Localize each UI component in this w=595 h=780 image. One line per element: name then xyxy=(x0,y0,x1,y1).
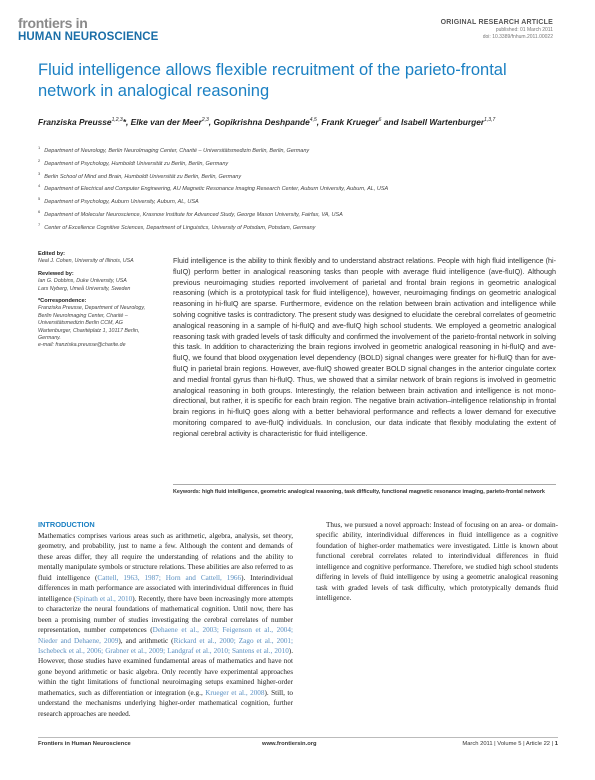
affiliations xyxy=(38,143,558,233)
intro-paragraph-1 xyxy=(38,531,293,719)
page-number: 1 xyxy=(554,741,558,747)
body-column-left xyxy=(38,520,293,719)
affiliation-text: Department of Psychology, Auburn University, Auburn, AL, USA xyxy=(44,199,199,206)
author-separator: , xyxy=(316,116,322,127)
affiliation-text: Department of Molecular Neuroscience, Krasnow Institute for Advanced Study, George Mason University, Fairfax, VA, USA xyxy=(44,211,343,218)
text-run: ). Still, to understand the mechanisms underlying higher-order mathematical cognition, further research approaches are needed. xyxy=(38,688,293,718)
affiliation-text: Berlin School of Mind and Brain, Humboldt Universität zu Berlin, Berlin, Germany xyxy=(44,173,242,180)
affiliation-item xyxy=(38,220,558,233)
author-affil-sup: 6 xyxy=(378,117,382,123)
footer-issue xyxy=(462,741,558,747)
author-name[interactable]: Gopikrishna Deshpande xyxy=(213,116,310,127)
correspondence-address: Franziska Preusse, Department of Neurology, Berlin NeuroImaging Center, Charité – Universitätsmedizin Berlin CCM, AG Wartenburger, Charitéplatz 1, 10117 Berlin, Germany. xyxy=(38,305,146,342)
affiliation-item xyxy=(38,143,558,156)
author-separator: and xyxy=(381,116,401,127)
reviewer-2: Lars Nyberg, Umeå University, Sweden xyxy=(38,285,131,292)
reviewer-1: Ian G. Dobbins, Duke University, USA xyxy=(38,278,127,285)
section-heading-introduction: INTRODUCTION xyxy=(38,520,95,529)
correspondence-email[interactable]: e-mail: franziska.preusse@charite.de xyxy=(38,342,126,349)
logo-journal-name: HUMAN NEUROSCIENCE xyxy=(18,31,159,43)
correspondence-block xyxy=(38,298,156,350)
author-name[interactable]: Elke van der Meer xyxy=(130,116,202,127)
author-affil-sup: 2,3 xyxy=(201,117,209,123)
edited-by-text: Neal J. Cohen, University of Illinois, USA xyxy=(38,258,134,265)
text-run: ). However, those studies have examined fundamental areas of mathematics and have not gone beyond arithmetic or basic algebra. Only recently have experimental approaches within the tight limitations of functional neuroimaging setups examined higher-order mathematics, such as differentiation or integration (e.g., xyxy=(38,646,293,697)
reviewed-by-block xyxy=(38,271,156,293)
edited-by-label: Edited by: xyxy=(38,251,66,257)
author-separator: , xyxy=(125,116,131,127)
abstract-divider xyxy=(173,484,556,485)
logo-frontiers-in: frontiers in xyxy=(18,15,88,31)
author-name[interactable]: Frank Krueger xyxy=(321,116,379,127)
doi[interactable]: doi: 10.3389/fnhum.2011.00022 xyxy=(482,34,553,40)
author-name[interactable]: Franziska Preusse xyxy=(38,116,112,127)
affiliation-number: 5 xyxy=(38,196,41,202)
affiliation-text: Department of Neurology, Berlin NeuroImaging Center, Charité – Universitätsmedizin Berlin, Berlin, Germany xyxy=(44,147,310,154)
text-run: ). Interindividual differences in math performance are associated with interindividual differences in fluid intelligence ( xyxy=(38,573,293,603)
correspondence-label: *Correspondence: xyxy=(38,298,87,305)
journal-logo xyxy=(18,16,158,44)
author-separator: , xyxy=(208,116,214,127)
citation-link[interactable]: Dehaene et al., 2003; Feigenson et al., 2004; Nieder and Dehaene, 2009 xyxy=(38,626,293,645)
affiliation-number: 4 xyxy=(38,183,41,189)
author-list xyxy=(38,114,548,128)
author-affil-sup: 4,5 xyxy=(309,117,317,123)
citation-link[interactable]: Rickard et al., 2000; Zago et al., 2001; Ischebeck et al., 2006; Grabner et al., 2009; Landgraf et al., 2010; Santens et al., 2010 xyxy=(38,636,293,655)
text-run: ), and arithmetic ( xyxy=(118,636,174,645)
citation-link[interactable]: Spinath et al., 2010 xyxy=(75,594,133,603)
published-date: published: 01 March 2011 xyxy=(495,27,553,33)
author-affil-sup: 1,3,7 xyxy=(484,117,496,123)
affiliation-item xyxy=(38,207,558,220)
footer-journal: Frontiers in Human Neuroscience xyxy=(38,741,131,747)
footer-divider xyxy=(38,737,558,738)
affiliation-item xyxy=(38,194,558,207)
text-run: ). Recently, there have been increasingly more attempts to characterize the neural foundations of mathematical cognition. Until now, there has been a promising number of studies investigating the cerebral correlates of number representation, number competences ( xyxy=(38,594,293,635)
abstract: Fluid intelligence is the ability to think flexibly and to understand abstract relations. People with high fluid intelligence (hi-fluIQ) perform better in analogical reasoning tasks than people with average fluid intelligence (ave-fluIQ). Although previous neuroimaging studies reported involvement of parietal and frontal brain regions in geometric analogical reasoning (which is a prototypical task for fluid intelligence), however, neuroimaging findings on geometric analogical reasoning in hi-fluIQ are sparse. Furthermore, evidence on the relation between brain activation and intelligence while solving cognitive tasks is contradictory. The present study was designed to elucidate the cerebral correlates of geometric analogical reasoning in a sample of hi-fluIQ and ave-fluIQ high school students. We employed a geometric analogical reasoning task with graded levels of task difficulty and confirmed the involvement of the parieto-frontal network in solving this task. In addition to characterizing the brain regions involved in geometric analogical reasoning in hi-fluIQ and ave-fluIQ, we found that blood oxygenation level dependency (BOLD) signal changes were greater for hi-fluIQ than for ave-fluIQ in parietal brain regions. However, ave-fluIQ showed greater BOLD signal changes in the anterior cingulate cortex and medial frontal gyrus than hi-fluIQ. Thus, we showed that a similar network of brain regions is involved in geometric analogical reasoning in both groups. Interestingly, the relation between brain activation and intelligence is not mono-directional, but rather, it is specific for each brain region. The negative brain activation–intelligence relationship in frontal brain regions in hi-fluIQ goes along with a better behavioral performance and reflects a lower demand for executive monitoring compared to ave-fluIQ individuals. In conclusion, our data indicate that flexibly modulating the extent of regional cerebral activity is characteristic for fluid intelligence. xyxy=(173,256,556,438)
affiliation-number: 2 xyxy=(38,157,41,163)
affiliation-item xyxy=(38,156,558,169)
affiliation-text: Department of Electrical and Computer Engineering, AU Magnetic Resonance Imaging Research Center, Auburn University, Auburn, AL, USA xyxy=(44,186,389,193)
author-name[interactable]: Isabell Wartenburger xyxy=(400,116,485,127)
article-title: Fluid intelligence allows flexible recruitment of the parieto-frontal network in analogical reasoning xyxy=(38,61,507,100)
keywords: Keywords: high fluid intelligence, geometric analogical reasoning, task difficulty, functional magnetic resonance imaging, parieto-frontal network xyxy=(173,489,545,495)
affiliation-number: 7 xyxy=(38,221,41,227)
author-affil-sup: 1,2,3 xyxy=(111,117,123,123)
edited-by-block xyxy=(38,251,156,266)
citation-link[interactable]: Cattell, 1963, 1987; Horn and Cattell, 1966 xyxy=(97,573,242,582)
affiliation-item xyxy=(38,169,558,182)
affiliation-item xyxy=(38,181,558,194)
affiliation-text: Center of Excellence Cognitive Sciences, Department of Linguistics, University of Potsdam, Potsdam, Germany xyxy=(44,224,316,231)
affiliation-number: 6 xyxy=(38,209,41,215)
affiliation-number: 3 xyxy=(38,170,41,176)
footer-date-volume: March 2011 | Volume 5 | Article 22 | xyxy=(462,741,555,747)
footer-website[interactable]: www.frontiersin.org xyxy=(262,741,317,747)
citation-link[interactable]: Krueger et al., 2008 xyxy=(205,688,265,697)
text-run: Mathematics comprises various areas such as arithmetic, algebra, analysis, set theory, geometry, and probability, just to name a few. Although the content and demands of these areas differ, they all require the understanding of relations and the ability to mentally manipulate symbols or structure relations. These abilities are also referred to as fluid intelligence ( xyxy=(38,532,293,582)
affiliation-text: Department of Psychology, Humboldt Universität zu Berlin, Berlin, Germany xyxy=(44,160,229,167)
corresponding-star: * xyxy=(122,116,126,127)
affiliation-number: 1 xyxy=(38,145,41,150)
article-type: ORIGINAL RESEARCH ARTICLE xyxy=(440,19,553,26)
reviewed-by-label: Reviewed by: xyxy=(38,270,74,277)
intro-paragraph-2: Thus, we pursued a novel approach: Instead of focusing on an area- or domain-specific ability, interindividual differences in fluid intelligence as a cognitive foundation of higher-order mathematics were investigated. Little is known about functional cerebral correlates related to interindividual differences in fluid intelligence and cognitive performance. Therefore, we studied high school students differing in levels of fluid intelligence by using a geometric analogical reasoning task with graded levels of task difficulty, which prototypically demands fluid intelligence. xyxy=(316,521,558,603)
article-meta xyxy=(441,18,553,41)
article-sidebar xyxy=(38,246,156,355)
body-column-right xyxy=(316,520,558,604)
